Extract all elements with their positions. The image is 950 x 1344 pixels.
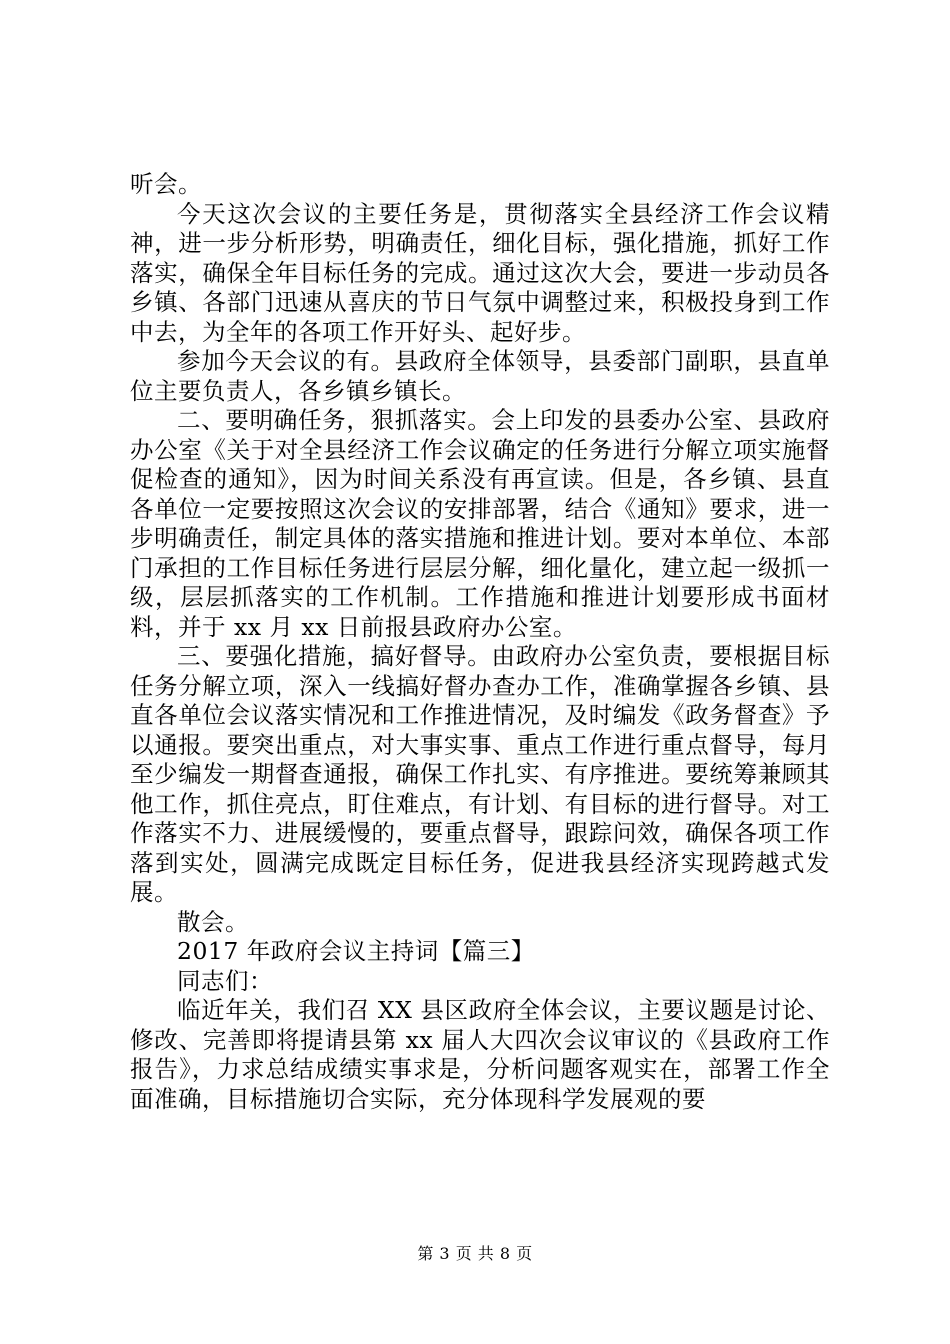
document-body	[130, 170, 830, 1114]
page-number-footer: 第 3 页 共 8 页	[417, 1244, 533, 1263]
paragraph-opening: 临近年关，我们召 XX 县区政府全体会议，主要议题是讨论、修改、完善即将提请县第 xx 届人大四次会议审议的《县政府工作报告》，力求总结成绩实事求是，分析问题客观实在，部署工作全面准确，目标措施切合实际，充分体现科学发展观的要	[130, 996, 830, 1113]
paragraph-section-three: 三、要强化措施，搞好督导。由政府办公室负责，要根据目标任务分解立项，深入一线搞好督办查办工作，准确掌握各乡镇、县直各单位会议落实情况和工作推进情况，及时编发《政务督查》予以通报。要突出重点，对大事实事、重点工作进行重点督导，每月至少编发一期督查通报，确保工作扎实、有序推进。要统筹兼顾其他工作，抓住亮点，盯住难点，有计划、有目标的进行督导。对工作落实不力、进展缓慢的，要重点督导，跟踪问效，确保各项工作落到实处，圆满完成既定目标任务，促进我县经济实现跨越式发展。	[130, 642, 830, 906]
paragraph-continuation: 听会。	[130, 170, 202, 198]
section-heading: 2017 年政府会议主持词【篇三】	[177, 937, 535, 965]
paragraph-adjourn: 散会。	[177, 907, 249, 936]
paragraph-main-task: 今天这次会议的主要任务是，贯彻落实全县经济工作会议精神，进一步分析形势，明确责任，细化目标，强化措施，抓好工作落实，确保全年目标任务的完成。通过这次大会，要进一步动员各乡镇、各部门迅速从喜庆的节日气氛中调整过来，积极投身到工作中去，为全年的各项工作开好头、起好步。	[130, 199, 830, 346]
paragraph-salutation: 同志们：	[177, 966, 273, 995]
paragraph-attendees: 参加今天会议的有。县政府全体领导，县委部门副职，县直单位主要负责人，各乡镇乡镇长。	[130, 347, 830, 405]
paragraph-section-two: 二、要明确任务，狠抓落实。会上印发的县委办公室、县政府办公室《关于对全县经济工作会议确定的任务进行分解立项实施督促检查的通知》，因为时间关系没有再宣读。但是，各乡镇、县直各单位一定要按照这次会议的安排部署，结合《通知》要求，进一步明确责任，制定具体的落实措施和推进计划。要对本单位、本部门承担的工作目标任务进行层层分解，细化量化，建立起一级抓一级，层层抓落实的工作机制。工作措施和推进计划要形成书面材料，并于 xx 月 xx 日前报县政府办公室。	[130, 406, 830, 641]
